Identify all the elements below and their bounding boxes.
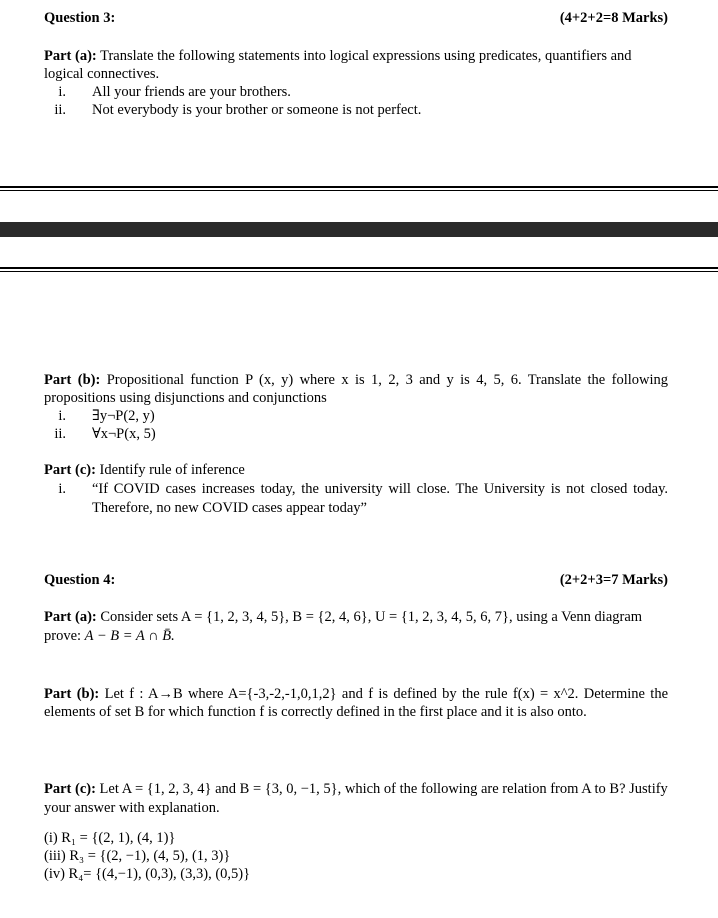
question-3-title: Question 3: [44, 10, 116, 26]
formula-forall-not-p: ∀x¬P(x, 5) [92, 426, 156, 442]
item-text: Not everybody is your brother or someone is not perfect. [92, 102, 422, 118]
q3-part-c-label: Part (c): [44, 462, 96, 478]
page-divider-bottom-thin [0, 271, 718, 272]
page-break-band [0, 222, 718, 237]
list-item: (iii) R₃ = {(2, −1), (4, 5), (1, 3)} [44, 848, 231, 864]
list-item: (i) R₁ = {(2, 1), (4, 1)} [44, 830, 176, 846]
q3-part-c-text: Identify rule of inference [95, 462, 245, 478]
formula-exists-not-p: ∃y¬P(2, y) [92, 408, 155, 424]
q3-part-b-label: Part (b): [44, 372, 101, 388]
q3-part-a-text: Translate the following statements into logical expressions using predicates, quantifiers and logical connectives. [44, 48, 632, 82]
item-number: ii. [54, 102, 66, 118]
question-4-header [44, 571, 668, 589]
question-3-marks: (4+2+2=8 Marks) [559, 10, 668, 26]
q4-part-a-text: Consider sets A = {1, 2, 3, 4, 5}, B = {2, 4, 6}, U = {1, 2, 3, 4, 5, 6, 7}, using a Venn diagram prove: [44, 609, 643, 644]
question-3-header [44, 9, 668, 27]
list-item: (iv) R₄= {(4,−1), (0,3), (3,3), (0,5)} [44, 866, 251, 882]
page-divider-top [0, 186, 718, 188]
relation-list [44, 829, 668, 883]
question-4-marks: (2+2+3=7 Marks) [559, 572, 668, 588]
item-number: i. [58, 84, 66, 100]
q4-part-c-text: Let A = {1, 2, 3, 4} and B = {3, 0, −1, 5}, which of the following are relation from A to B? Justify your answer with explanation. [44, 781, 668, 816]
question-4-title: Question 4: [44, 572, 116, 588]
q4-part-c-label: Part (c): [44, 781, 96, 797]
q3-part-a-label: Part (a): [44, 48, 97, 64]
q4-part-c [44, 780, 668, 818]
item-number: ii. [54, 426, 66, 442]
item-text: All your friends are your brothers. [92, 84, 291, 100]
q4-part-b-label: Part (b): [44, 686, 100, 702]
q4-part-a-label: Part (a): [44, 609, 97, 625]
item-number: i. [58, 481, 66, 497]
q3-part-b [44, 371, 668, 407]
q3-part-a [44, 47, 668, 83]
q4-part-b [44, 685, 668, 721]
q4-part-a [44, 608, 668, 646]
q4-part-a-formula: A − B = A ∩ B̄. [84, 628, 175, 644]
page-divider-top-thin [0, 190, 718, 191]
q3-part-c [44, 461, 668, 479]
page-divider-bottom [0, 267, 718, 269]
inference-statement: “If COVID cases increases today, the university will close. The University is not closed today. Therefore, no new COVID cases appear today” [92, 481, 668, 516]
q4-part-b-text: Let f : A→B where A={-3,-2,-1,0,1,2} and f is defined by the rule f(x) = x^2. Determine the elements of set B for which function f is correctly defined in the first place and it is also onto. [44, 686, 669, 720]
item-number: i. [58, 408, 66, 424]
q3-part-b-text: Propositional function P (x, y) where x is 1, 2, 3 and y is 4, 5, 6. Translate the following propositions using disjunctions and conjunctions [44, 372, 669, 406]
